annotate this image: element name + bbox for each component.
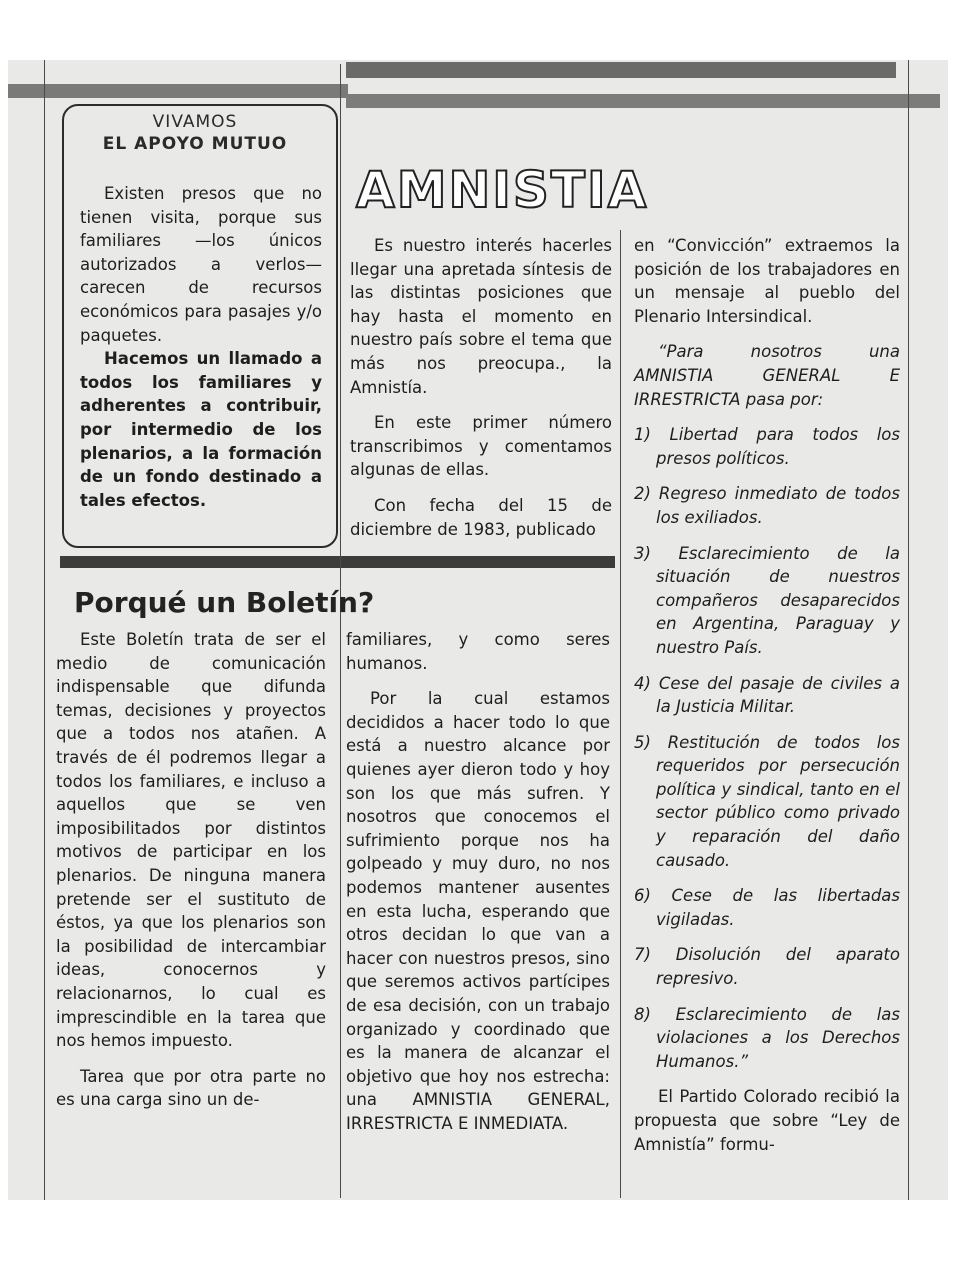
header-shadow-band [346,94,940,108]
demand-item: 3) Esclarecimiento de la situación de nuestros compañeros desaparecidos en Argentina, Paraguay y nuestro País. [634,543,900,657]
column-rule-1 [340,64,341,1198]
column-rule-2 [620,230,621,1198]
boletin-title: Porqué un Boletín? [74,586,375,619]
demand-item: 4) Cese del pasaje de civiles a la Justicia Militar. [634,673,900,717]
demand-item: 2) Regreso inmediato de todos los exiliados. [634,484,900,527]
box-title-line1: VIVAMOS [152,112,238,132]
demand-item: 8) Esclarecimiento de las violaciones a los Derechos Humanos.” [634,1004,900,1071]
amnistia-column-1 [350,234,612,541]
amnistia-demands-list [634,423,900,1073]
box-title-line2: EL APOYO MUTUO [102,134,288,154]
amnistia-paragraph-3: Con fecha del 15 de diciembre de 1983, publicado [350,495,612,539]
boletin-paragraph-3: familiares, y como seres humanos. [346,630,610,673]
amnistia-intro: en “Convicción” extraemos la posición de los trabajadores en un mensaje al pueblo del Plenario Intersindical. [634,236,900,326]
amnistia-paragraph-1: Es nuestro interés hacerles llegar una apretada síntesis de las distintas posiciones que hay hasta el momento en nuestro país sobre el tema que más nos preocupa., la Amnistía. [350,236,612,397]
notice-paragraph-1: Existen presos que no tienen visita, porque sus familiares —los únicos autorizados a verlos— carecen de recursos económicos para pasajes y/o paquetes. [80,184,322,345]
amnistia-column-2 [634,234,900,1156]
boletin-paragraph-2: Tarea que por otra parte no es una carga sino un de- [56,1066,326,1110]
notice-text [80,182,322,512]
right-column-rule [908,60,909,1200]
section-divider [60,556,615,568]
boletin-column-1 [56,628,326,1112]
demand-item: 1) Libertad para todos los presos políticos. [634,425,900,468]
top-right-rule [346,62,896,78]
amnistia-closing: El Partido Colorado recibió la propuesta que sobre “Ley de Amnistía” formu- [634,1087,900,1154]
amnistia-headline: AMNISTIA [356,161,649,219]
boletin-paragraph-1: Este Boletín trata de ser el medio de comunicación indispensable que difunda temas, decisiones y proyectos que a todos nos atañen. A través de él podremos llegar a todos los familiares, e incluso a aquellos que se ven imposibilitados por distintos motivos de participar en los plenarios. De ninguna manera pretende ser el sustituto de éstos, ya que los plenarios son la posibilidad de intercambiar ideas, conocernos y relacionarnos, lo cual es imprescindible en la tarea que nos hemos impuesto. [56,630,326,1051]
notice-paragraph-2: Hacemos un llamado a todos los familiares y adherentes a contribuir, por intermedio de los plenarios, a la formación de un fondo destinado a tales efectos. [80,349,322,510]
demand-item: 7) Disolución del aparato represivo. [634,945,900,989]
amnistia-quote: “Para nosotros una AMNISTIA GENERAL E IRRESTRICTA pasa por: [634,342,900,409]
demand-item: 5) Restitución de todos los requeridos por persecución política y sindical, tanto en el sector público como privado y reparación del daño causado. [634,732,900,870]
boletin-paragraph-4: Por la cual estamos decididos a hacer todo lo que está a nuestro alcance por quienes ayer dieron todo y hoy son los que más sufren. Y nosotros que conocemos el sufrimiento porque nos ha golpeado y muy duro, no nos podemos mantener ausentes en esta lucha, esperando que otros decidan lo que van a hacer con nuestros presos, sino que seremos activos partícipes de esa decisión, con un trabajo organizado y coordinado que es la manera de alcanzar el objetivo que hoy nos estrecha: una AMNISTIA GENERAL, IRRESTRICTA E INMEDIATA. [346,689,610,1133]
top-left-rule [8,84,348,98]
amnistia-paragraph-2: En este primer número transcribimos y comentamos algunas de ellas. [350,413,612,480]
boletin-column-2 [346,628,610,1135]
left-column-rule [44,60,45,1200]
demand-item: 6) Cese de las libertadas vigiladas. [634,886,900,929]
